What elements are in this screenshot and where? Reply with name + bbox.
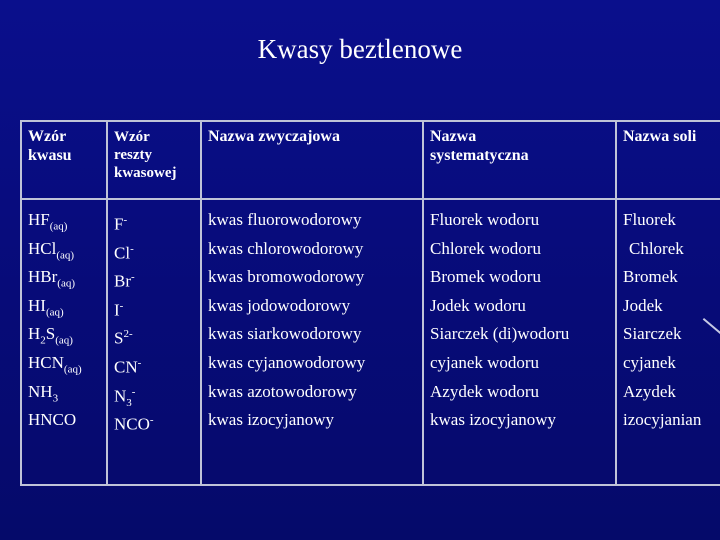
residue-charge: -	[149, 414, 154, 427]
formula-text: HI	[28, 295, 46, 315]
common-names-cell	[201, 199, 423, 485]
residue-text: N	[114, 386, 127, 406]
header-residue-formula	[107, 121, 201, 199]
salt-name: Bromek	[623, 267, 678, 287]
formula-subscript: 2	[40, 334, 46, 347]
residue-charge: -	[130, 242, 134, 255]
acids-table	[20, 120, 720, 486]
residue-formula	[114, 235, 194, 264]
residue-text: CN	[114, 357, 138, 377]
systematic-name: Azydek wodoru	[430, 381, 540, 401]
residue-text: S	[114, 329, 124, 349]
common-name: kwas izocyjanowy	[208, 410, 335, 430]
header-text: systematyczna	[430, 146, 529, 164]
formula-text: NH	[28, 381, 53, 401]
formula-subscript: (aq)	[57, 277, 75, 290]
formula-subscript: (aq)	[55, 334, 73, 347]
residue-text: Br	[114, 271, 131, 291]
acid-formula: $H_2S_{(aq)}$	[28, 324, 73, 347]
residue-text: Cl	[114, 243, 131, 263]
header-text: kwasowej	[114, 165, 177, 181]
residue-formula	[114, 378, 194, 407]
salt-names-cell	[616, 199, 720, 485]
acid-formula	[28, 349, 100, 378]
acid-formula	[28, 406, 100, 435]
salt-name: Chlorek	[629, 238, 684, 258]
residue-subscript: 3	[126, 396, 132, 409]
residue-formula	[114, 320, 194, 349]
residue-formula	[114, 406, 194, 435]
systematic-name: kwas izocyjanowy	[430, 410, 557, 430]
common-name: kwas azotowodorowy	[208, 381, 357, 401]
residue-charge: 2-	[123, 328, 133, 341]
header-text: Nazwa	[430, 128, 477, 145]
salt-name: Siarczek	[623, 324, 682, 344]
common-name: kwas jodowodorowy	[208, 295, 351, 315]
header-text: Wzór	[28, 128, 67, 145]
residue-formula	[114, 349, 194, 378]
common-name: kwas cyjanowodorowy	[208, 352, 366, 372]
systematic-name: Siarczek (di)wodoru	[430, 324, 570, 344]
formula-subscript: (aq)	[63, 363, 82, 376]
systematic-name: cyjanek wodoru	[430, 352, 540, 372]
header-systematic-name	[423, 121, 616, 199]
salt-name: Fluorek	[623, 210, 676, 229]
table-body-row	[21, 199, 720, 485]
common-name: kwas chlorowodorowy	[208, 238, 364, 258]
residue-text: NCO	[114, 414, 150, 434]
header-text: Wzór	[114, 129, 150, 145]
residue-formulas-cell	[107, 199, 201, 485]
salt-name: Azydek	[623, 381, 676, 401]
residue-charge: -	[137, 356, 142, 369]
header-salt-name: Nazwa soli	[616, 121, 720, 199]
common-name: kwas bromowodorowy	[208, 267, 365, 287]
systematic-name: Fluorek wodoru	[430, 210, 540, 229]
table-header-row	[21, 121, 720, 199]
acid-formula	[28, 378, 100, 407]
acid-formula	[28, 206, 100, 235]
residue-charge: -	[131, 271, 135, 284]
residue-charge: -	[123, 214, 128, 226]
salt-name: cyjanek	[623, 352, 676, 372]
salt-name: izocyjanian	[623, 410, 702, 430]
header-text: reszty	[114, 147, 153, 163]
systematic-name: Chlorek wodoru	[430, 238, 541, 258]
common-name: kwas siarkowodorowy	[208, 324, 362, 344]
acid-formulas-cell	[21, 199, 107, 485]
formula-subscript: (aq)	[56, 248, 75, 261]
acid-formula	[28, 235, 100, 264]
slide-title: Kwasy beztlenowe	[257, 34, 463, 64]
salt-name: Jodek	[623, 295, 663, 315]
residue-formula	[114, 292, 194, 321]
formula-subscript: 3	[52, 391, 59, 404]
residue-charge: -	[131, 385, 136, 398]
formula-text: HF	[28, 210, 50, 229]
acid-formula	[28, 292, 100, 321]
residue-formula	[114, 263, 194, 292]
residue-text: I	[114, 300, 120, 320]
formula-subscript: (aq)	[45, 306, 64, 319]
header-acid-formula	[21, 121, 107, 199]
systematic-name: Bromek wodoru	[430, 267, 541, 287]
systematic-names-cell	[423, 199, 616, 485]
formula-subscript: (aq)	[49, 220, 68, 233]
systematic-name: Jodek wodoru	[430, 295, 526, 315]
formula-text: HCl	[28, 238, 57, 258]
formula-text: HCN	[28, 352, 64, 372]
common-name: kwas fluorowodorowy	[208, 210, 362, 229]
formula-text: HNCO	[28, 410, 77, 430]
header-text: kwasu	[28, 146, 72, 164]
residue-text: F	[114, 214, 124, 234]
header-common-name: Nazwa zwyczajowa	[201, 121, 423, 199]
formula-text: HBr	[28, 267, 58, 287]
residue-charge: -	[119, 299, 124, 312]
residue-formula	[114, 206, 194, 235]
acid-formula	[28, 263, 100, 292]
